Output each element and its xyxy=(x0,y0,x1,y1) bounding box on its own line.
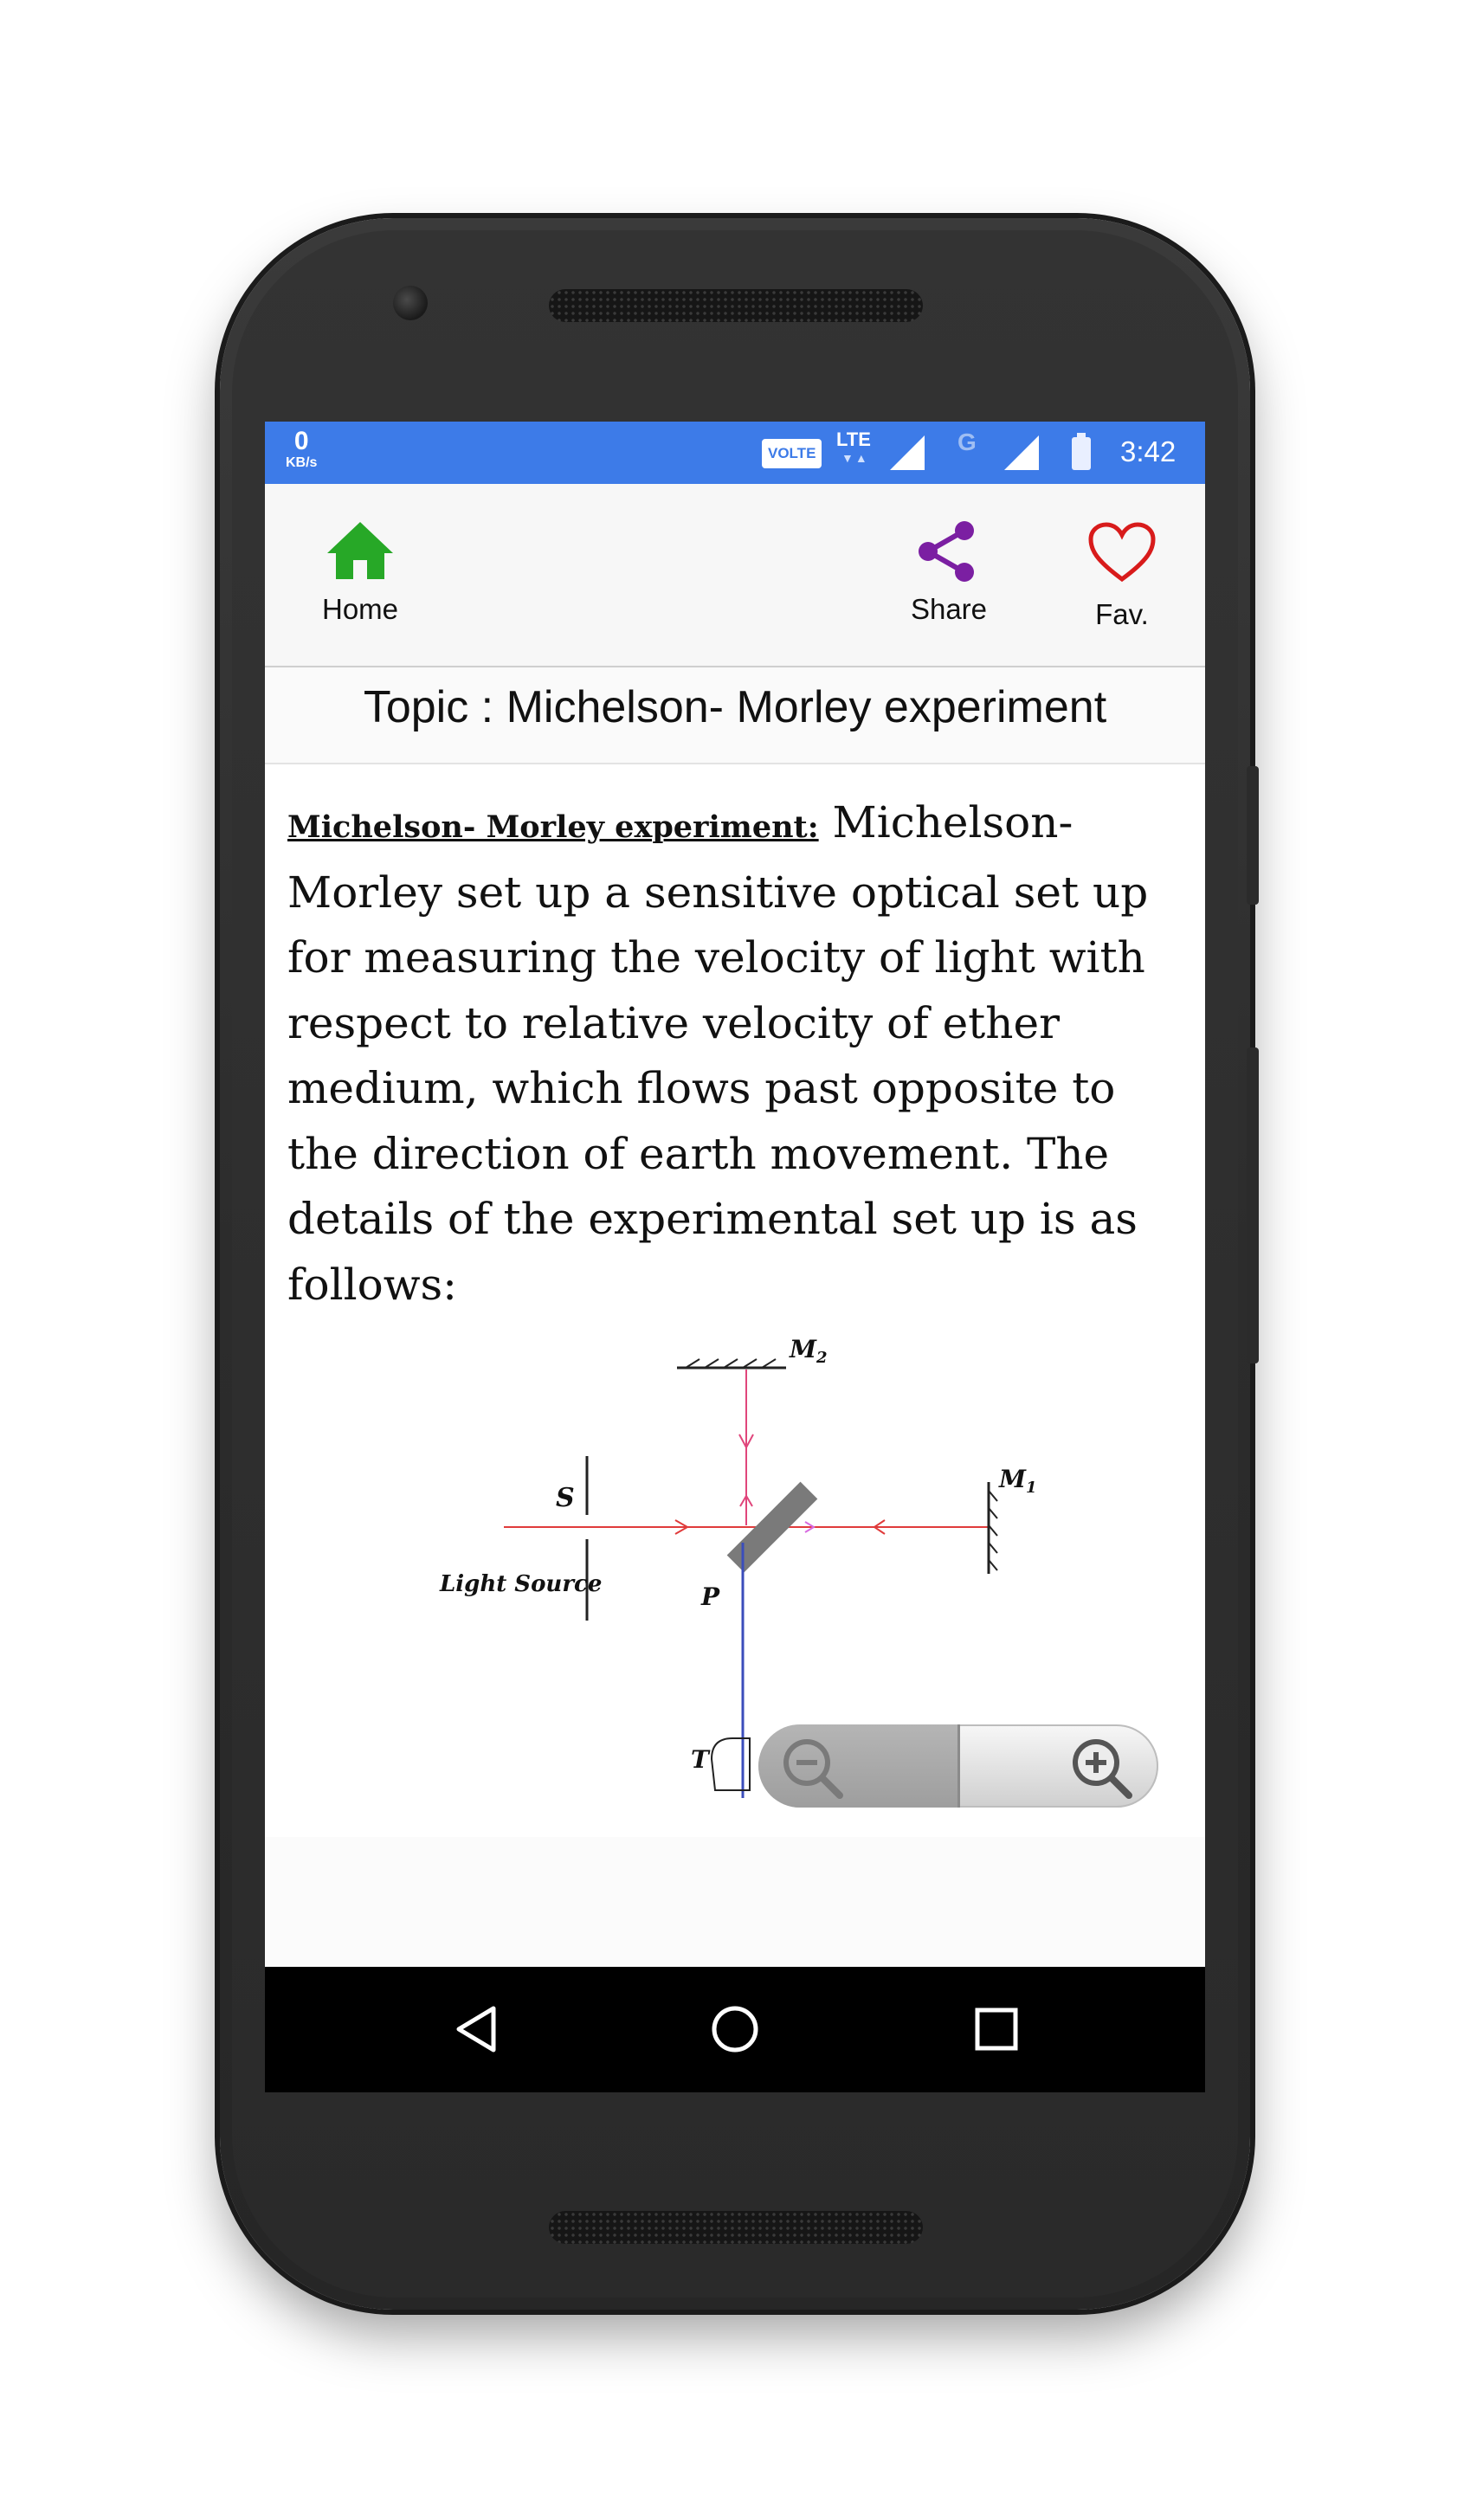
label-light-source: Light Source xyxy=(440,1571,603,1597)
volte-badge: VOLTE xyxy=(762,439,822,468)
signal-icon-2 xyxy=(1004,435,1039,470)
recents-icon[interactable] xyxy=(970,2003,1022,2055)
label-t: T xyxy=(691,1745,709,1774)
label-m2-main: M xyxy=(790,1335,816,1363)
heart-icon xyxy=(1087,522,1157,584)
signal-icon xyxy=(890,435,925,470)
zoom-out-icon xyxy=(770,1724,854,1808)
label-m1-sub: 1 xyxy=(1026,1479,1037,1497)
content-bottom-area xyxy=(265,1837,1205,1967)
share-icon xyxy=(914,520,983,583)
label-m1-main: M xyxy=(999,1465,1026,1493)
label-m2 xyxy=(789,1335,828,1367)
label-m2-sub: 2 xyxy=(816,1349,828,1367)
label-p: P xyxy=(701,1582,720,1611)
clock: 3:42 xyxy=(1120,435,1177,467)
article-content xyxy=(287,790,1188,1318)
share-button[interactable] xyxy=(897,520,1001,626)
article-body: Michelson-Morley set up a sensitive optical set up for measuring the velocity of light with respect to relative velocity of ether medium, which flows past opposite to the direction of earth movement. The details of the experimental set up is as follows: xyxy=(287,797,1149,1310)
zoom-control xyxy=(758,1724,1158,1808)
zoom-in-icon xyxy=(1060,1724,1143,1808)
toolbar xyxy=(265,484,1205,666)
network-speed xyxy=(286,429,317,470)
navigation-bar xyxy=(265,1967,1205,2092)
article-lead: Michelson- Morley experiment: xyxy=(287,809,819,845)
g-network-label: G xyxy=(957,429,977,455)
network-speed-value: 0 xyxy=(293,427,309,455)
top-speaker xyxy=(549,289,923,322)
topic-header xyxy=(265,666,1205,764)
share-label: Share xyxy=(910,593,988,625)
fav-button[interactable] xyxy=(1070,522,1174,631)
bottom-speaker xyxy=(549,2211,923,2244)
label-s: S xyxy=(556,1483,575,1513)
zoom-in-button[interactable] xyxy=(1054,1724,1158,1808)
fav-label: Fav. xyxy=(1095,598,1149,630)
battery-icon xyxy=(1072,437,1091,470)
page-title: Topic : Michelson- Morley experiment xyxy=(363,682,1107,732)
article-paragraph xyxy=(287,790,1188,1318)
power-button xyxy=(1247,766,1259,905)
front-camera xyxy=(393,286,428,320)
home-button[interactable] xyxy=(308,520,412,626)
network-speed-unit: KB/s xyxy=(286,455,318,470)
home-circle-icon[interactable] xyxy=(709,2003,761,2055)
status-bar xyxy=(265,422,1205,484)
screen xyxy=(265,422,1205,2092)
home-label: Home xyxy=(321,593,399,625)
volume-button xyxy=(1247,1047,1259,1363)
data-activity-icon: ▼▲ xyxy=(841,451,869,465)
lte-label: LTE xyxy=(836,429,871,450)
home-icon xyxy=(326,520,395,581)
back-icon[interactable] xyxy=(452,2003,504,2055)
zoom-out-button[interactable] xyxy=(758,1724,960,1808)
label-m1 xyxy=(998,1465,1037,1497)
